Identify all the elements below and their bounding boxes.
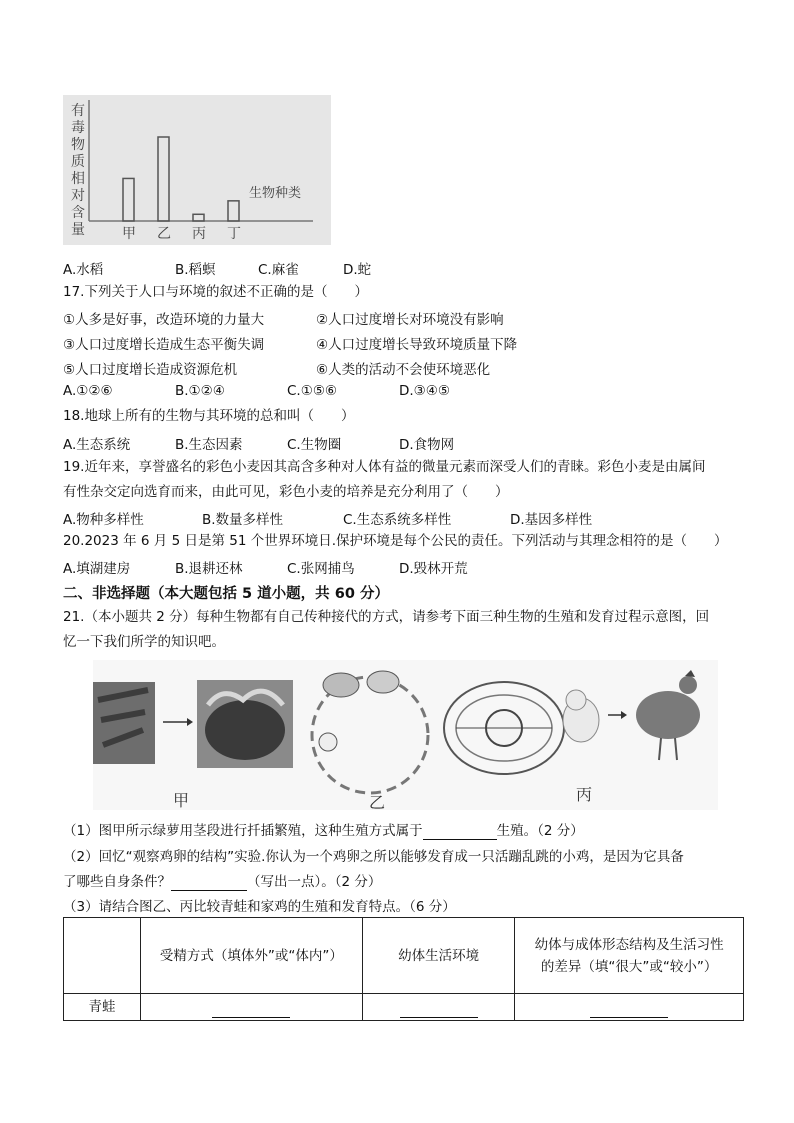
chart-xlabel: 生物种类 [249, 186, 302, 201]
q19-option-d[interactable]: D.基因多样性 [510, 512, 593, 528]
arrow-1-head [187, 718, 193, 726]
q17-item-5: ⑤人口过度增长造成资源危机 [63, 362, 238, 378]
q17-option-c[interactable]: C.①⑤⑥ [287, 383, 338, 399]
hen-leg-2 [675, 738, 677, 760]
frog-fertilization-cell [140, 994, 362, 1021]
hen-icon [636, 691, 700, 739]
q21-sub1 [63, 822, 584, 840]
bar-丁 [228, 201, 239, 221]
table-row-label: 青蛙 [64, 994, 141, 1021]
chart-ylabel [71, 103, 85, 238]
q20-option-b[interactable]: B.退耕还林 [175, 561, 243, 577]
q19-option-b[interactable]: B.数量多样性 [202, 512, 284, 528]
bar-乙 [158, 137, 169, 221]
frog-difference-blank[interactable] [590, 1003, 668, 1018]
chick-head [566, 690, 586, 710]
ylabel-char: 对 [71, 188, 85, 204]
ylabel-char: 物 [71, 137, 85, 153]
q17-stem: 17.下列关于人口与环境的叙述不正确的是（ ） [63, 284, 368, 300]
q16-option-c[interactable]: C.麻雀 [258, 262, 299, 278]
tick-label-丙: 丙 [192, 226, 206, 242]
q19-stem-line1: 19.近年来，享誉盛名的彩色小麦因其高含多种对人体有益的微量元素而深受人们的青睐。彩色小麦是由属间 [63, 459, 706, 475]
reproduction-figure [93, 660, 718, 810]
table-header-fertilization: 受精方式（填体外”或“体内”） [140, 918, 362, 994]
q20-option-d[interactable]: D.毁林开荒 [399, 561, 468, 577]
ylabel-char: 有 [71, 103, 85, 119]
q17-option-b[interactable]: B.①②④ [175, 383, 225, 399]
q20-option-a[interactable]: A.填湖建房 [63, 561, 131, 577]
frog-larva-env-blank[interactable] [400, 1003, 478, 1018]
figure-label-yi: 乙 [369, 793, 386, 812]
q17-item-1: ①人多是好事，改造环境的力量大 [63, 312, 265, 328]
figure-label-jia: 甲 [173, 791, 190, 810]
q19-option-c[interactable]: C.生态系统多样性 [343, 512, 452, 528]
q20-stem: 20.2023 年 6 月 5 日是第 51 个世界环境日.保护环境是每个公民的责任。下列活动与其理念相符的是（ ） [63, 533, 728, 549]
q17-item-4: ④人口过度增长导致环境质量下降 [316, 337, 518, 353]
arrow-2-head [621, 711, 627, 719]
q16-option-b[interactable]: B.稻螟 [175, 262, 216, 278]
q17-item-6: ⑥人类的活动不会使环境恶化 [316, 362, 491, 378]
table-header-row [64, 918, 744, 994]
q18-option-a[interactable]: A.生态系统 [63, 437, 131, 453]
bar-丙 [193, 214, 204, 221]
frog-fertilization-blank[interactable] [212, 1003, 290, 1018]
q21-sub1-text-a: （1）图甲所示绿萝用茎段进行扦插繁殖，这种生殖方式属于 [63, 823, 423, 839]
ylabel-char: 质 [71, 154, 85, 170]
frog-chicken-comparison-table [63, 917, 744, 1021]
q18-option-d[interactable]: D.食物网 [399, 437, 455, 453]
q21-sub2-blank[interactable] [171, 876, 247, 891]
q17-option-a[interactable]: A.①②⑥ [63, 383, 113, 399]
q16-option-a[interactable]: A.水稻 [63, 262, 104, 278]
q19-option-a[interactable]: A.物种多样性 [63, 512, 144, 528]
q21-sub2-text-a: 了哪些自身条件？ [63, 874, 171, 890]
egg-icon [319, 733, 337, 751]
potted-plant [205, 700, 285, 760]
q17-option-d[interactable]: D.③④⑤ [399, 383, 450, 399]
frog-difference-cell [515, 994, 744, 1021]
table-header-empty [64, 918, 141, 994]
q20-option-c[interactable]: C.张网捕鸟 [287, 561, 355, 577]
frog-larva-env-cell [362, 994, 515, 1021]
figure-label-bing: 丙 [576, 785, 593, 804]
table-row-frog [64, 994, 744, 1021]
ylabel-char: 量 [71, 222, 85, 238]
q21-sub2-line1: （2）回忆“观察鸡卵的结构”实验.你认为一个鸡卵之所以能够发育成一只活蹦乱跳的小鸡，是因为它具备 [63, 849, 684, 865]
frog-icon [323, 673, 359, 697]
section-title: 二、非选择题（本大题包括 5 道小题，共 60 分） [63, 586, 389, 602]
q21-intro-line1: 21.（本小题共 2 分）每种生物都有自己传种接代的方式，请参考下面三种生物的生殖和发育过程示意图，回 [63, 609, 710, 625]
q17-item-3: ③人口过度增长造成生态平衡失调 [63, 337, 265, 353]
table-header-difference: 幼体与成体形态结构及生活习性的差异（填“很大”或“较小”） [515, 918, 744, 994]
frog-icon-2 [367, 671, 399, 693]
q21-sub3: （3）请结合图乙、丙比较青蛙和家鸡的生殖和发育特点。（6 分） [63, 899, 456, 915]
ylabel-char: 相 [71, 171, 85, 187]
toxin-bar-chart [63, 95, 331, 245]
ylabel-char: 含 [71, 205, 85, 221]
tick-label-甲: 甲 [122, 226, 136, 242]
ylabel-char: 毒 [71, 120, 85, 136]
hen-comb [685, 670, 695, 677]
bar-甲 [123, 178, 134, 221]
hen-leg [659, 738, 661, 760]
q21-sub1-text-b: 生殖。（2 分） [496, 823, 584, 839]
q21-sub2-text-b: （写出一点）。（2 分） [247, 874, 382, 890]
q21-sub2-line2 [63, 873, 381, 891]
q17-item-2: ②人口过度增长对环境没有影响 [316, 312, 504, 328]
q16-option-d[interactable]: D.蛇 [343, 262, 372, 278]
table-header-larva-environment: 幼体生活环境 [362, 918, 515, 994]
q19-stem-line2: 有性杂交定向选育而来，由此可见，彩色小麦的培养是充分利用了（ ） [63, 484, 509, 500]
tick-label-丁: 丁 [227, 226, 241, 242]
q18-option-c[interactable]: C.生物圈 [287, 437, 342, 453]
q18-option-b[interactable]: B.生态因素 [175, 437, 243, 453]
q21-sub1-blank[interactable] [423, 825, 497, 840]
chart-svg [63, 95, 331, 245]
hen-head [679, 676, 697, 694]
tick-label-乙: 乙 [157, 226, 171, 242]
q18-stem: 18.地球上所有的生物与其环境的总和叫（ ） [63, 408, 355, 424]
q21-intro-line2: 忆一下我们所学的知识吧。 [63, 634, 225, 650]
